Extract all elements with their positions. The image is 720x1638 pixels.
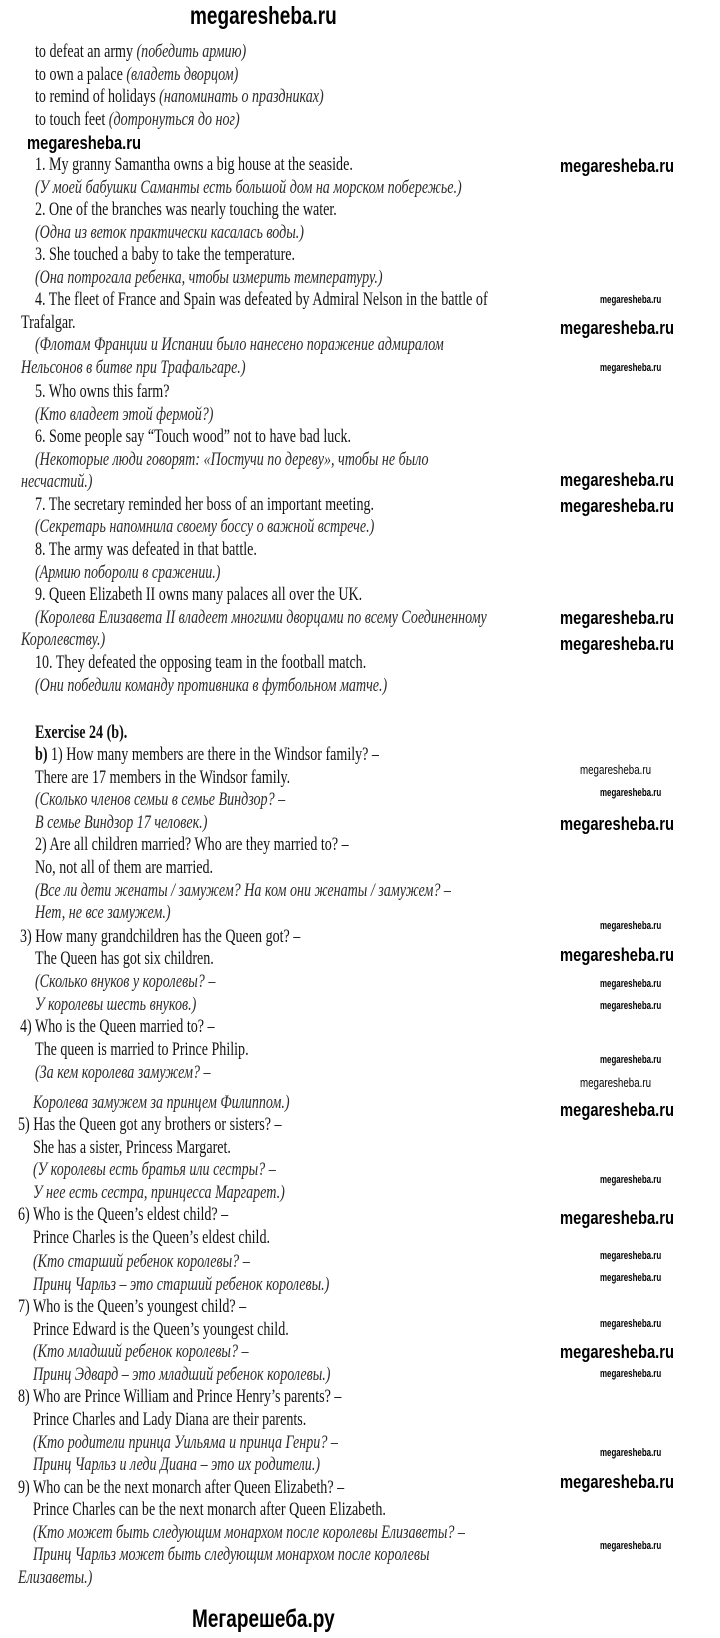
- exercise-ru: Елизаветы.): [18, 1567, 93, 1588]
- exercise-ru: (Кто старший ребенок королевы? –: [33, 1251, 250, 1272]
- watermark: megaresheba.ru: [560, 1208, 675, 1228]
- exercise-ru: В семье Виндзор 17 человек.): [35, 812, 208, 833]
- vocab-ru: (дотронуться до ног): [108, 109, 240, 130]
- vocab-line: [35, 109, 240, 131]
- watermark: megaresheba.ru: [600, 1272, 662, 1284]
- sentence-ru: (Она потрогала ребенка, чтобы измерить температуру.): [35, 267, 383, 288]
- watermark: megaresheba.ru: [560, 1100, 675, 1120]
- sentence-en: 1. My granny Samantha owns a big house at the seaside.: [35, 154, 353, 175]
- watermark: megaresheba.ru: [560, 470, 675, 490]
- sentence-en: Trafalgar.: [21, 312, 76, 333]
- exercise-ru: Королева замужем за принцем Филиппом.): [33, 1092, 290, 1113]
- sentence-ru: (Секретарь напомнила своему боссу о важной встрече.): [35, 516, 375, 537]
- part-label: b): [35, 744, 48, 765]
- watermark: megaresheba.ru: [600, 294, 662, 306]
- exercise-answer: Prince Charles and Lady Diana are their parents.: [33, 1409, 307, 1430]
- exercise-question: 2) Are all children married? Who are they married to? –: [35, 834, 349, 855]
- vocab-ru: (победить армию): [136, 41, 247, 62]
- watermark-header: megaresheba.ru: [190, 2, 337, 30]
- sentence-en: 2. One of the branches was nearly touching the water.: [35, 199, 337, 220]
- watermark: megaresheba.ru: [600, 1368, 662, 1380]
- exercise-question: 8) Who are Prince William and Prince Henry’s parents? –: [18, 1386, 342, 1407]
- watermark: megaresheba.ru: [580, 762, 652, 777]
- sentence-en: 9. Queen Elizabeth II owns many palaces all over the UK.: [35, 584, 363, 605]
- watermark: megaresheba.ru: [600, 1250, 662, 1262]
- watermark: megaresheba.ru: [560, 1472, 675, 1492]
- exercise-ru: (Сколько членов семьи в семье Виндзор? –: [35, 789, 286, 810]
- watermark: megaresheba.ru: [560, 1342, 675, 1362]
- sentence-en: 7. The secretary reminded her boss of an important meeting.: [35, 494, 375, 515]
- exercise-answer: Prince Charles can be the next monarch after Queen Elizabeth.: [33, 1499, 386, 1520]
- watermark: megaresheba.ru: [560, 496, 675, 516]
- sentence-ru: (Некоторые люди говорят: «Постучи по дереву», чтобы не было: [35, 449, 429, 470]
- sentence-en: 4. The fleet of France and Spain was defeated by Admiral Nelson in the battle of: [35, 289, 488, 310]
- watermark-footer: Мегарешеба.ру: [192, 1605, 335, 1633]
- sentence-ru: Нельсонов в битве при Трафальгаре.): [21, 357, 246, 378]
- watermark: megaresheba.ru: [600, 1318, 662, 1330]
- sentence-ru: (Кто владеет этой фермой?): [35, 404, 214, 425]
- exercise-question: 7) Who is the Queen’s youngest child? –: [18, 1296, 247, 1317]
- exercise-answer: Prince Charles is the Queen’s eldest child.: [33, 1227, 271, 1248]
- exercise-ru: Нет, не все замужем.): [35, 902, 171, 923]
- watermark: megaresheba.ru: [560, 814, 675, 834]
- exercise-title: Exercise 24 (b).: [35, 722, 128, 743]
- exercise-question: [35, 744, 379, 766]
- exercise-ru: (У королевы есть братья или сестры? –: [33, 1159, 276, 1180]
- vocab-en: to own a palace: [35, 64, 123, 85]
- vocab-line: [35, 86, 324, 108]
- watermark: megaresheba.ru: [600, 1054, 662, 1066]
- exercise-ru: (Кто младший ребенок королевы? –: [33, 1341, 249, 1362]
- sentence-ru: (Армию побороли в сражении.): [35, 562, 221, 583]
- watermark: megaresheba.ru: [600, 1000, 662, 1012]
- exercise-ru: Принц Чарльз и леди Диана – это их родители.): [33, 1454, 321, 1475]
- sentence-en: 5. Who owns this farm?: [35, 381, 170, 402]
- sentence-ru: (Королева Елизавета II владеет многими дворцами по всему Соединенному: [35, 607, 487, 628]
- exercise-ru: Принц Чарльз – это старший ребенок королевы.): [33, 1274, 330, 1295]
- exercise-question: 9) Who can be the next monarch after Queen Elizabeth? –: [18, 1477, 345, 1498]
- question-text: 1) How many members are there in the Windsor family? –: [51, 744, 379, 765]
- exercise-question: 3) How many grandchildren has the Queen got? –: [20, 926, 301, 947]
- vocab-en: to touch feet: [35, 109, 106, 130]
- exercise-answer: Prince Edward is the Queen’s youngest child.: [33, 1319, 289, 1340]
- sentence-en: 3. She touched a baby to take the temperature.: [35, 244, 296, 265]
- exercise-question: 5) Has the Queen got any brothers or sisters? –: [18, 1114, 282, 1135]
- vocab-en: to remind of holidays: [35, 86, 156, 107]
- exercise-question: 4) Who is the Queen married to? –: [20, 1016, 215, 1037]
- exercise-answer: She has a sister, Princess Margaret.: [33, 1137, 231, 1158]
- exercise-ru: У нее есть сестра, принцесса Маргарет.): [33, 1182, 285, 1203]
- watermark: megaresheba.ru: [27, 133, 142, 153]
- watermark: megaresheba.ru: [560, 634, 675, 654]
- vocab-line: [35, 41, 246, 63]
- exercise-ru: (За кем королева замужем? –: [35, 1062, 211, 1083]
- watermark: megaresheba.ru: [600, 362, 662, 374]
- exercise-ru: (Кто родители принца Уильяма и принца Генри? –: [33, 1432, 338, 1453]
- sentence-en: 8. The army was defeated in that battle.: [35, 539, 257, 560]
- watermark: megaresheba.ru: [600, 978, 662, 990]
- sentence-en: 10. They defeated the opposing team in the football match.: [35, 652, 367, 673]
- exercise-ru: (Все ли дети женаты / замужем? На ком они женаты / замужем? –: [35, 880, 451, 901]
- vocab-ru: (напоминать о праздниках): [159, 86, 324, 107]
- exercise-answer: The Queen has got six children.: [35, 948, 214, 969]
- watermark: megaresheba.ru: [560, 156, 675, 176]
- vocab-en: to defeat an army: [35, 41, 133, 62]
- watermark: megaresheba.ru: [560, 945, 675, 965]
- watermark: megaresheba.ru: [600, 1540, 662, 1552]
- exercise-ru: Принц Эдвард – это младший ребенок королевы.): [33, 1364, 331, 1385]
- watermark: megaresheba.ru: [600, 1174, 662, 1186]
- exercise-ru: (Сколько внуков у королевы? –: [35, 971, 216, 992]
- sentence-ru: (Они победили команду противника в футбольном матче.): [35, 675, 388, 696]
- exercise-question: 6) Who is the Queen’s eldest child? –: [18, 1204, 229, 1225]
- exercise-answer: There are 17 members in the Windsor family.: [35, 767, 291, 788]
- watermark: megaresheba.ru: [560, 318, 675, 338]
- exercise-ru: У королевы шесть внуков.): [35, 994, 197, 1015]
- exercise-answer: No, not all of them are married.: [35, 857, 214, 878]
- watermark: megaresheba.ru: [600, 1447, 662, 1459]
- watermark: megaresheba.ru: [580, 1075, 652, 1090]
- sentence-ru: (Флотам Франции и Испании было нанесено поражение адмиралом: [35, 334, 444, 355]
- sentence-ru: несчастий.): [21, 471, 93, 492]
- sentence-en: 6. Some people say “Touch wood” not to have bad luck.: [35, 426, 352, 447]
- sentence-ru: (У моей бабушки Саманты есть большой дом на морском побережье.): [35, 177, 462, 198]
- watermark: megaresheba.ru: [560, 608, 675, 628]
- exercise-answer: The queen is married to Prince Philip.: [35, 1039, 249, 1060]
- vocab-ru: (владеть дворцом): [126, 64, 239, 85]
- sentence-ru: Королевству.): [21, 629, 106, 650]
- sentence-ru: (Одна из веток практически касалась воды.): [35, 222, 304, 243]
- exercise-ru: (Кто может быть следующим монархом после королевы Елизаветы? –: [33, 1522, 465, 1543]
- watermark: megaresheba.ru: [600, 787, 662, 799]
- vocab-line: [35, 64, 238, 86]
- exercise-ru: Принц Чарльз может быть следующим монархом после королевы: [33, 1544, 430, 1565]
- watermark: megaresheba.ru: [600, 920, 662, 932]
